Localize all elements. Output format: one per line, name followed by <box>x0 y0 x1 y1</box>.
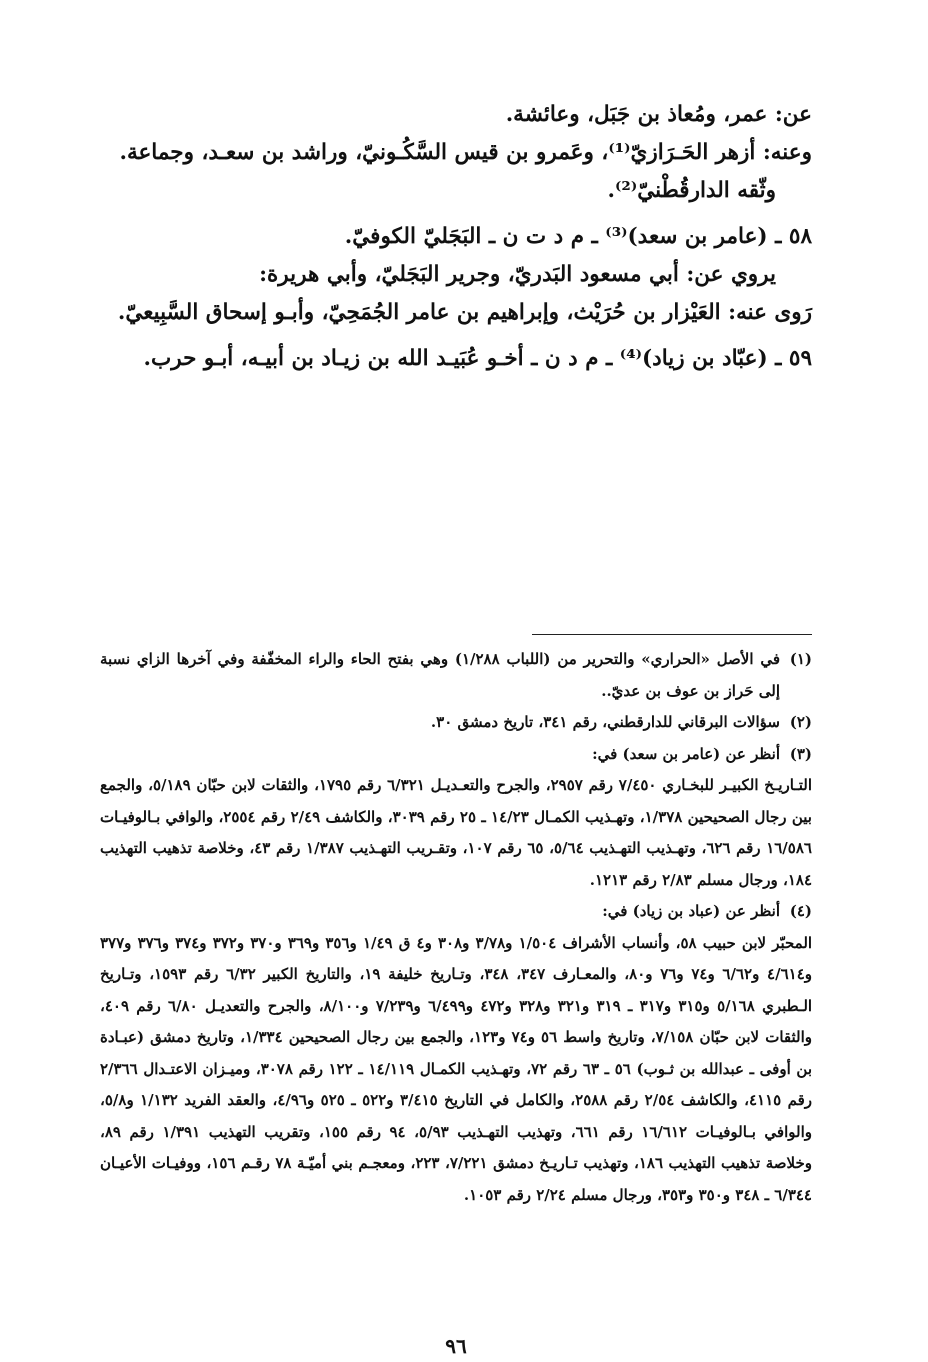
footnote-number: (٤) <box>789 902 812 920</box>
footnote-3-sources: التـاريـخ الكبيـر للبخـاري ٧/٤٥٠ رقم ٢٩٥٧، والجرح والتعـديـل ٦/٣٢١ رقم ١٧٩٥، والثقات لابن حبّان ٥/١٨٩، والجمع بين رجال الصحيحين ١/٣٧٨، وتهـذيب الكمـال ١٤/٢٣ ـ ٢٥ رقم ٣٠٣٩، والكاشف ٢/٤٩ رقم ٢٥٥٤، والوافي بـالوفيـات ١٦/٥٨٦ رقم ٦٢٦، وتهـذيب التهـذيب ٥/٦٤، ٦٥ رقم ١٠٧، وتقـريب التهـذيب ١/٣٨٧ رقم ٤٣، وخلاصة تذهيب التهذيب ١٨٤، ورجال مسلم ٢/٨٣ رقم ١٢١٣. <box>100 776 812 889</box>
narrators-from-line: عن: عمر، ومُعاذ بن جَبَل، وعائشة. <box>505 102 812 127</box>
footnote-4-sources: المحبّر لابن حبيب ٥٨، وأنساب الأشراف ١/٥٠٤ و٣/٧٨ و٣٠٨ و٤ ق ١/٤٩ و٣٥٦ و٣٦٩ و٣٧٠ و٣٧٢ و٣٧٤ و٣٧٦ و٣٧٧ و٤/٦١٤ و٦/٦٢ و٧٤ و٧٦ و٨٠، والمعـارف ٣٤٧، ٣٤٨، وتـاريخ خليفة ١٩، والتاريخ الكبير ٦/٣٢ رقم ١٥٩٣، وتـاريخ الـطبري ٥/١٦٨ و٣١٥ و٣١٧ ـ ٣١٩ و٣٢١ و٣٢٨ و٤٧٢ و٦/٤٩٩ و٧/٢٣٩ و٨/١٠٠، والجرح والتعديـل ٦/٨٠ رقم ٤٠٩، والثقات لابن حبّان ٧/١٥٨، وتاريخ واسط ٥٦ و٧٤ و١٢٣، والجمع بين رجال الصحيحين ١/٣٣٤، وتاريخ دمشق (عبـادة بن أوفى ـ عبدالله بن ثـوب) ٥٦ ـ ٦٣ رقم ٧٢، وتهـذيب الكمـال ١٤/١١٩ ـ ١٢٢ رقم ٣٠٧٨، وميـزان الاعتـدال ٢/٣٦٦ رقم ٤١١٥، والكاشف ٢/٥٤ رقم ٢٥٨٨، والكامل في التاريخ ٣/٤١٥ و٥٢٢ ـ ٥٢٥ و٤/٩٦، والعقد الفريد ١/١٣٢ و٥/٨، والوافي بـالوفيـات ١٦/٦١٢ رقم ٦٦١، وتهذيب التهـذيب ٥/٩٣، ٩٤ رقم ١٥٥، وتقريب التهذيب ١/٣٩١ رقم ٨٩، وخلاصة تذهيب التهذيب ١٨٦، وتهذيب تـاريـخ دمشق ٧/٢٢١، ٢٢٣، ومعجـم بني أميّـة ٧٨ رقـم ١٥٦، ووفيـات الأعيـان ٦/٣٤٤ ـ ٣٤٨ و٣٥٠ و٣٥٣، ورجال مسلم ٢/٢٤ رقم ١٠٥٣. <box>100 933 813 1204</box>
footnote-text: أنظر عن (عامر بن سعد) في: <box>592 744 780 763</box>
footnote-text: في الأصل «الحراري» والتحرير من (اللباب ١/٢٨٨) وهي بفتح الحاء والراء المخفّفة وفي آخرها الزاي نسبة إلى حَراز بن عوف بن عديّ.. <box>100 650 780 700</box>
footnote-4 <box>100 896 812 928</box>
footnote-number: (٢) <box>789 713 812 731</box>
book-page <box>100 96 813 1358</box>
footnote-text: سؤالات البرقاني للدارقطني، رقم ٣٤١، تاريخ دمشق ٣٠. <box>430 713 780 731</box>
entry-58-from-line: يروي عن: أبي مسعود البَدريّ، وجرير البَجَليّ، وأبي هريرة: <box>259 262 776 287</box>
footnote-separator <box>532 634 812 635</box>
footnotes <box>100 644 812 1211</box>
authentication-line: وثّقه الدارقُطْنيّ⁽²⁾. <box>607 178 776 203</box>
entry-heading-59: ٥٩ ـ (عبّاد بن زياد)⁽⁴⁾ ـ م د ن ـ أخـو عُبَيـد الله بن زيـاد بن أبيـه، أبـو حرب. <box>143 346 812 371</box>
footnote-number: (٣) <box>789 744 812 763</box>
footnote-text: أنظر عن (عباد بن زياد) في: <box>602 902 780 920</box>
main-text <box>100 96 812 378</box>
footnote-1 <box>100 644 812 707</box>
entry-58-to-line: رَوى عنه: العَيْزار بن حُرَيْث، وإبراهيم بن عامر الجُمَحِيّ، وأبـو إسحاق السَّبِيعيّ. <box>117 300 812 325</box>
footnote-2 <box>100 707 812 739</box>
narrators-to-line: وعنه: أزهر الحَـرَازيّ⁽¹⁾، وعَمرو بن قيس السَّكُـونيّ، وراشد بن سعـد، وجماعة. <box>119 140 812 165</box>
page-number: ٩٦ <box>445 1334 467 1358</box>
footnote-number: (١) <box>789 650 812 668</box>
entry-heading-58: ٥٨ ـ (عامر بن سعد)⁽³⁾ ـ م د ت ن ـ البَجَليّ الكوفيّ. <box>344 224 812 249</box>
footnote-3 <box>100 739 812 771</box>
